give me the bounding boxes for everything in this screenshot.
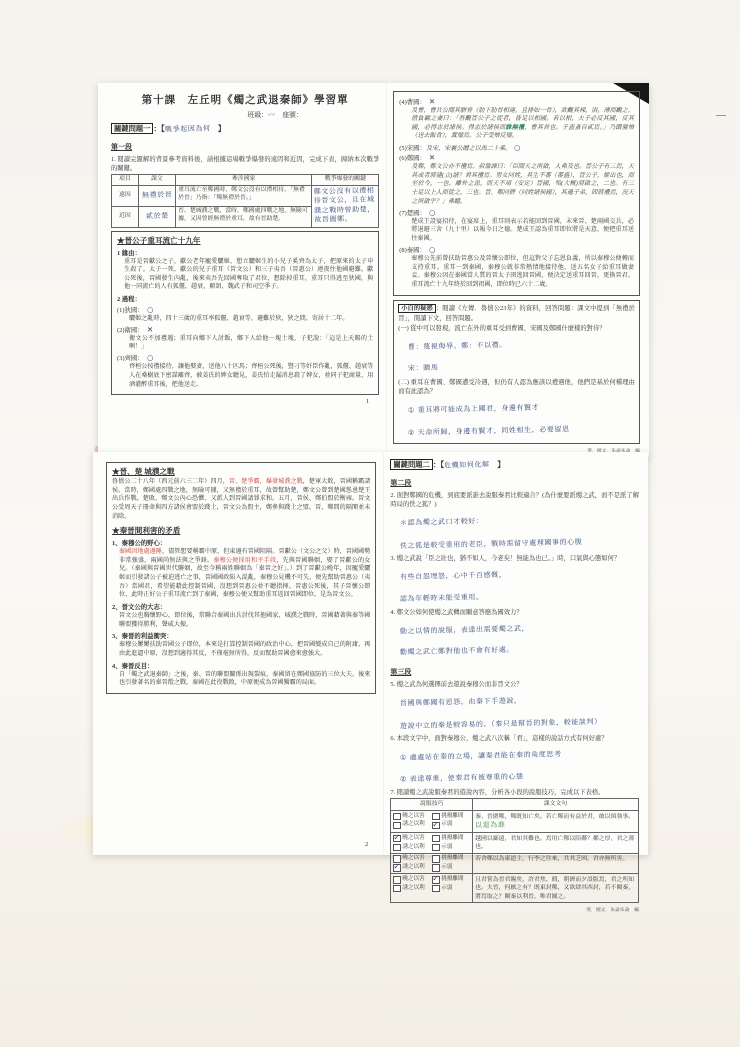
table-header-row	[391, 798, 639, 810]
handwritten-answer: 曹：蔑視侮辱。鄭：不以禮。	[408, 340, 508, 352]
checkbox-icon	[432, 844, 440, 852]
col-sentence: 課文文句	[473, 798, 639, 810]
stop-label: (3)齊國：	[117, 355, 144, 363]
highlighted-phrase: 秦穆公便採用和平手段	[213, 557, 277, 564]
stop-text: 齊桓公按禮接待，讓他娶妻，送他八十匹馬；齊桓公死後，豎刁等奸臣作亂，狐偃、趙衰等人在桑樹底下密謀離齊，被姜氏的婢女聽見，姜氏怕走漏消息殺了婢女，並同子犯商量，用酒灌醉重耳後，把他送走。	[129, 364, 374, 388]
checkbox-weakness: 示弱	[432, 885, 470, 893]
item-text: 晉文公也胸懷野心，即位後，常聯合秦國出兵討伐其他國家，城濮之戰時，晉國藉著與秦等國聯盟獲得勝利，聲威大振。	[119, 613, 371, 628]
checkbox-icon	[393, 885, 401, 893]
scan-sheet-2	[93, 452, 648, 914]
checkbox-icon	[432, 885, 440, 893]
handwritten-mark: ✕	[146, 324, 154, 334]
checkbox-benefit: 誘之以利	[393, 821, 431, 829]
handwritten-answer: 佚之狐是較受重用的老臣，戰時需留守處理國事的心腹	[400, 537, 583, 551]
page-1-left-column	[98, 83, 387, 457]
worksheet-title: 第十課 左丘明《燭之武退秦師》學習單	[141, 95, 349, 106]
highlighted-phrase: 誅無禮	[505, 124, 525, 131]
checkbox-weakness: 示弱	[432, 844, 470, 852]
checkbox-icon	[393, 876, 401, 884]
page-2-right-column	[384, 452, 648, 914]
item-label: 1、秦穆公的野心：	[112, 540, 167, 548]
checkbox-harm: 曉之以害	[393, 876, 431, 884]
key-question-1-badge: 關鍵問題一	[111, 123, 153, 134]
checkbox-icon	[432, 876, 440, 884]
conflict-item	[112, 538, 370, 600]
stop-label: (1)狄國：	[117, 306, 144, 314]
section-1-heading: 第一段	[111, 143, 132, 151]
exile-stop	[399, 97, 634, 142]
stop-text: 驪姬之亂時，四十三歲的重耳率狐偃、趙衰等，避難於狄，狄之間，寄居十二年。	[129, 315, 349, 322]
sentence-cell: 且君嘗為晉君賜矣，許君焦、瑕，朝濟而夕設版焉，君之所知也。夫晉，何厭之有？既東封鄭，又欲肆其西封，若不闕秦，將焉取之？闕秦以利晉，唯君圖之。	[473, 874, 639, 903]
section-3-heading: 第三段	[390, 668, 412, 677]
checkbox-weakness: 示弱	[432, 864, 470, 872]
sentence-cell: 若舍鄭以為東道主，行李之往來，共其乏困，君亦無所害。	[473, 853, 639, 874]
handwritten-class-mark: 〰	[267, 110, 276, 120]
highlighted-phrase: 秦國因地處邊陲	[119, 549, 162, 556]
checkbox-icon	[432, 864, 440, 872]
handwritten-answer: 晉國與鄭國有恩怨，由秦下手遊說，	[400, 697, 523, 708]
reason-label: 1 緣由：	[117, 249, 141, 257]
handwritten-answer: 認為年輕時未能受重用。	[400, 592, 485, 603]
exile-heading: ★晉公子重耳流亡十九年	[117, 235, 201, 245]
process-label: 2 過程：	[117, 296, 141, 304]
doubt-question-2: (二) 重耳在曹國、鄭國遭受冷遇，但仍有人認為應該以禮遇他，他們是基於何種理由而有此認為？	[398, 378, 635, 395]
stop-text: 秦穆公先前曾扶助晉惠公及晉懷公即位，但這對父子忘恩負義，所以秦穆公便轉而支持重耳。重耳一到秦國，秦穆公就非常熱情地接待他，送五名女子給重耳做妻妾。秦穆公因在秦國當人質的晉太子圉逃回晉國，便決定送重耳回晉，更換晉君。重耳流亡十九年終於回到祖國，即位時已六十二歲。	[411, 256, 634, 289]
class-seat-line	[171, 109, 379, 120]
stop-label: (5)宋國：	[399, 144, 426, 152]
conflict-item	[112, 602, 370, 629]
handwritten-answer: 遊說中立的秦是較容易的。（秦只是幫晉的對象，較能談判）	[400, 717, 603, 731]
checkbox-icon	[393, 835, 401, 843]
stop-label: (4)曹國：	[399, 98, 426, 106]
handwritten-answer: 無禮於晉	[141, 190, 173, 200]
handwritten-mark: ○	[514, 142, 522, 152]
footer-credit: 愛．國文．朱侖朱侖 編	[586, 908, 639, 914]
handwritten-answer: ② 天命所歸，身邊有賢才，同姓相生，必要留恩	[408, 424, 571, 437]
question-2-text: 2. 面對鄭國的危機，到底要派誰去說服秦君比較適合？(為什麼要派燭之武，而不是派了解時局的佚之狐？)	[390, 492, 639, 509]
highlighted-phrase: 晉、楚爭霸，爆發城濮之戰	[228, 479, 303, 485]
section-2-heading: 第二段	[390, 479, 412, 487]
question-4-text: 4. 鄭文公如何使燭之武轉而願意答應為國效力？	[390, 608, 523, 616]
doubt-question-1: (一) 從中可以發現，流亡在外的重耳受到曹國、宋國及鄭國什麼樣的對待？	[398, 324, 606, 332]
checkbox-icon	[432, 835, 440, 843]
sentence-cell: 秦、晉圍鄭，鄭既知亡矣。若亡鄭而有益於君，敢以煩執事。 以退為進	[473, 811, 639, 833]
class-label: 班級：	[247, 112, 268, 119]
handwritten-mark: ○	[428, 245, 437, 255]
item-label: 2、晉文公的大志：	[112, 604, 167, 612]
handwritten-answer: 有些自怨埋怨，心中千百感慨，	[400, 570, 507, 582]
handwritten-key-question-1: 戰爭起因為何	[164, 124, 211, 134]
doubt-intro: 小白的疑惑 ：閱讀《左傳．魯僖公23年》的資料，回答問題：課文中提到「無禮於晉」，閱讀下文，回答問題。	[398, 304, 635, 322]
stop-text: 及曹，曹共公聞其駢脅（肋下肋骨相連，且排如一骨），欲觀其裸，浴，薄而觀之。僖負羈之妻曰：「吾觀晉公子之從者，皆足以相國。若以相，夫子必反其國，反其國，必得志於諸侯。得志於諸侯而誅無禮，曹其首也。子盍蚤自貳焉。」乃饋盤飧（送去飯食），寘璧焉。公子受飧反璧。	[411, 107, 635, 140]
question-3-text: 3. 燭之武說「臣之壯也，猶不如人，今老矣！無能為也已。」時，口氣與心態如何？	[390, 554, 621, 562]
checkbox-icon	[393, 864, 401, 872]
table-row	[112, 186, 379, 207]
col-countries: 牽涉國家	[176, 175, 312, 186]
item-label: 3、秦晉的利益衝突：	[112, 633, 173, 641]
page-1-right-column	[387, 83, 649, 457]
question-1-text: 1. 閱讀完題解的背景參考資料後，請根據這場戰爭爆發的遠因和近因，完成下表，歸納本次戰爭的關鍵。	[111, 156, 380, 173]
handwritten-mark: ✕	[428, 152, 436, 163]
handwritten-key-answer: 鄭文公沒有以禮相待晉文公，且在城濮之戰時曾助楚，故晉圍鄭。	[314, 186, 376, 225]
handwritten-answer: ＊認為燭之武口才較好：	[400, 517, 485, 528]
checkbox-benefit: 誘之以利	[393, 885, 431, 893]
exile-stop	[117, 325, 373, 352]
item-text: 自「燭之武退秦師」之後，秦、晉的聯盟關係出現裂痕，秦國留在鄭國協防的三位大夫，後來也引發著名的秦晉殽之戰，秦國在此役戰敗，中原便成為晉國獨霸的局面。	[119, 671, 371, 687]
exile-stop	[117, 305, 373, 324]
persuasion-table	[390, 798, 639, 903]
corner-dash-mark: —	[716, 110, 726, 121]
page-number-2: 2	[365, 841, 369, 848]
handwritten-answer: 勸燭之武亡鄭對他也不會有好處。	[400, 646, 515, 657]
checkbox-benefit: 誘之以利	[393, 844, 431, 852]
key-question-2: 關鍵問題二 ：【危機如何化解 】	[390, 459, 639, 470]
row-item: 遠因	[112, 186, 139, 207]
checkbox-benefit: ✓ 誘之以利	[393, 864, 431, 872]
conflict-heading: ★秦晉間利害的矛盾	[112, 526, 181, 536]
exile-stop	[399, 208, 634, 244]
table-row	[391, 833, 639, 854]
item-label: 4、秦晉反目：	[112, 662, 154, 670]
stop-text: 衛文公不加禮遇；重耳向鄉下人討飯，鄉下人給他一塊土塊，子犯說：「這是上天賜的土啊！」	[129, 335, 374, 351]
conflict-item	[112, 631, 370, 658]
question-7-text: 7. 閱讀燭之武說服秦君的遊說內容，分析各小段的說服技巧，完成以下表格。	[390, 788, 605, 796]
battle-paragraph: 魯僖公二十八年（西元前六三二年）四月，晉、楚爭霸，爆發城濮之戰，楚軍大敗，晉國稱霸諸侯。當時，鄭國處四戰之地，無險可據，又無禮於重耳，故曾幫助楚，鄭文公曾到楚國慫恿楚王出兵作戰。楚敗，鄭文公內心恐懼，又派人到晉國請罪求和。五月，晉侯、鄭伯盟於衡雍。晉文公受周天子冊命與四方諸侯會盟於踐土，晉文公為盟主，鄭參與踐土之盟。晉、鄭間的隔閡並未消除。	[112, 479, 371, 520]
table-row	[391, 874, 639, 903]
table-row	[391, 853, 639, 874]
stop-text: 楚成王設宴招待，在宴席上，重耳則表示若能回到晉國，未來晉、楚兩國交兵，必將退避三舍（九十里）以報今日之德。楚成王認為重耳即位將是天意，便把重耳送往秦國。	[411, 218, 634, 243]
col-key: 戰爭爆發的關鍵	[312, 175, 379, 186]
checkbox-icon	[432, 822, 440, 830]
handwritten-answer: ① 重耳將可能成為上國君，身邊有賢才	[408, 403, 540, 415]
handwritten-mark: ○	[146, 304, 154, 314]
checkbox-harm: ✓ 曉之以害	[393, 835, 431, 843]
stop-text: 及鄭，鄭文公亦不禮焉。叔詹諫曰：「臣聞天之所啟，人弗及也。晉公子有三焉，天其或者將建(立)諸？君其禮焉。男女同姓，其生不蕃（蕃盛），晉公子，姬出也，而至於今，一也。離外之患，而天不靖（安定）晉國，殆(大概)將啟之，二也。有三士足以上人而從之，三也。晉、鄭同儕（同姓諸侯國），其過子弟，固將禮焉，況天之所啟乎？」弗聽。	[411, 164, 634, 205]
row-item: 近因	[112, 206, 139, 227]
checkbox-icon	[393, 844, 401, 852]
row-text: 重耳流亡至鄭國時，鄭文公沒有以禮相待，「無禮於晉」乃指：「鄭無禮於晉。」	[176, 186, 312, 207]
conflict-item	[112, 661, 370, 688]
doubt-badge: 小白的疑惑	[398, 304, 436, 313]
checkbox-icon	[393, 822, 401, 830]
handwritten-key-question-2: 危機如何化解	[444, 460, 490, 470]
question-6-text: 6. 本段文字中，面對秦穆公，燭之武八次稱「君」，這樣的說話方式有何好處？	[390, 735, 608, 742]
checkbox-divide: 挑撥離間	[432, 855, 470, 863]
checkbox-icon	[393, 813, 401, 821]
exile-section-box	[111, 231, 379, 396]
stop-label: (2)衛國：	[117, 326, 144, 334]
handwritten-annotation: 以退為進	[474, 820, 506, 830]
reason-paragraph: 重耳是晉獻公之子，獻公老年寵愛驪姬，想立驪姬生的小兒子奚齊為太子，把原來的太子申生殺了。太子一死，獻公的兒子重耳（晉文公）和三子夷吾（晉惠公）連夜往他國避難。獻公死後，晉國發生內亂，後來夷吾先回國奪取了君位，想除掉重耳，重耳只得逃至狄國，與他一同流亡的人有狐偃、趙衰、顛頡、魏武子和司空季子。	[124, 258, 374, 291]
doubt-box	[393, 300, 640, 445]
row-text: 晉、楚城濮之戰，當時，鄭國處四戰之地，無險可據，又因曾經無禮於重耳，故有晉助楚。	[176, 206, 312, 227]
handwritten-answer: ② 表達尊重，使秦君有被尊重的心態	[400, 772, 525, 784]
handwritten-answer: 動之以情的說服，表達出需要燭之武，	[400, 624, 530, 636]
handwritten-mark: ○	[146, 353, 154, 363]
col-item: 項目	[112, 175, 139, 186]
table-row	[391, 811, 639, 833]
checkbox-divide: 挑撥離間	[432, 835, 470, 843]
checkbox-divide: 挑撥離間	[432, 813, 470, 821]
scan-sheet-1	[98, 83, 649, 457]
sentence-cell: 越國以鄙遠，君知其難也。焉用亡鄭以陪鄰？鄰之厚，君之薄也。	[473, 833, 639, 854]
checkbox-weakness: ✓ 示弱	[432, 821, 470, 829]
page-2-left-column	[93, 452, 384, 855]
handwritten-mark: ✕	[428, 96, 436, 106]
page-number-1: 1	[366, 398, 370, 406]
col-text: 課文	[138, 175, 175, 186]
exile-stop	[399, 245, 634, 290]
war-cause-table	[111, 174, 379, 227]
handwritten-mark: ○	[428, 207, 437, 217]
handwritten-answer: 宋：贈馬	[408, 363, 439, 373]
checkbox-divide: ✓ 挑撥離間	[432, 876, 470, 884]
exile-stop	[117, 353, 373, 389]
question-5-text: 5. 燭之武為何選擇前去遊說秦穆公而非晉文公？	[390, 681, 523, 689]
checkbox-harm: 曉之以害	[393, 813, 431, 821]
item-text: 秦穆公屢屢扶助晉國公子即位，本來是打算控制晉國的政治中心，把晉國變成自己的附庸，再由此進逼中原，沒想到適得其反，不僅毫無所得，反而幫助晉國愈來愈強大。	[119, 642, 371, 657]
stop-label: (6)鄭國：	[399, 155, 426, 163]
item-text: 秦國因地處邊陲，儘管想要稱霸中原，但東邊有晉國阻隔。晉獻公（文公之父）時，晉國國勢非常強盛，兩國尚無法與之爭鋒。秦穆公便採用和平手段，先與晉國聯姻，娶了晉獻公的女兒。（秦國與晉國世代聯姻，故至今稱兩姓聯姻為「秦晉之好」。）到了晉獻公晚年，因寵愛驪姬而引發諸公子被迫逃亡之事，晉國國政陷入混亂，秦穆公見機不可失，便先幫助晉惠公（夷吾）當國君，希望能藉此控制晉國，沒想到晉惠公並不聽指揮。晉惠公死後，其子晉懷公即位，此時正好公子重耳流亡到了秦國，秦穆公便又幫助重耳返回晉國即位，是為晉文公。	[119, 549, 371, 599]
checkbox-icon	[432, 855, 440, 863]
stop-text: 及宋，宋襄公贈之以馬二十乘。	[425, 145, 512, 152]
key-question-2-badge: 關鍵問題二	[390, 459, 432, 470]
col-technique: 說服技巧	[391, 798, 473, 810]
exile-section-box-continued	[393, 91, 640, 296]
handwritten-answer: ① 處處站在秦的立場，讓秦君能在秦的角度思考	[400, 750, 563, 762]
checkbox-harm: 曉之以害	[393, 855, 431, 863]
background-notes-box	[106, 462, 376, 694]
seat-label: 座號：	[282, 112, 303, 119]
key-question-1: 關鍵問題一 ：【戰爭起因為何 】	[111, 123, 379, 134]
table-header-row	[112, 175, 379, 186]
stop-label: (8)秦國：	[399, 247, 426, 255]
battle-heading: ★晉、楚 城濮之戰	[112, 467, 175, 476]
handwritten-answer: 貳於楚	[145, 211, 169, 220]
exile-stop	[399, 153, 634, 206]
stop-label: (7)楚國：	[399, 209, 426, 217]
exile-stop	[399, 143, 634, 152]
